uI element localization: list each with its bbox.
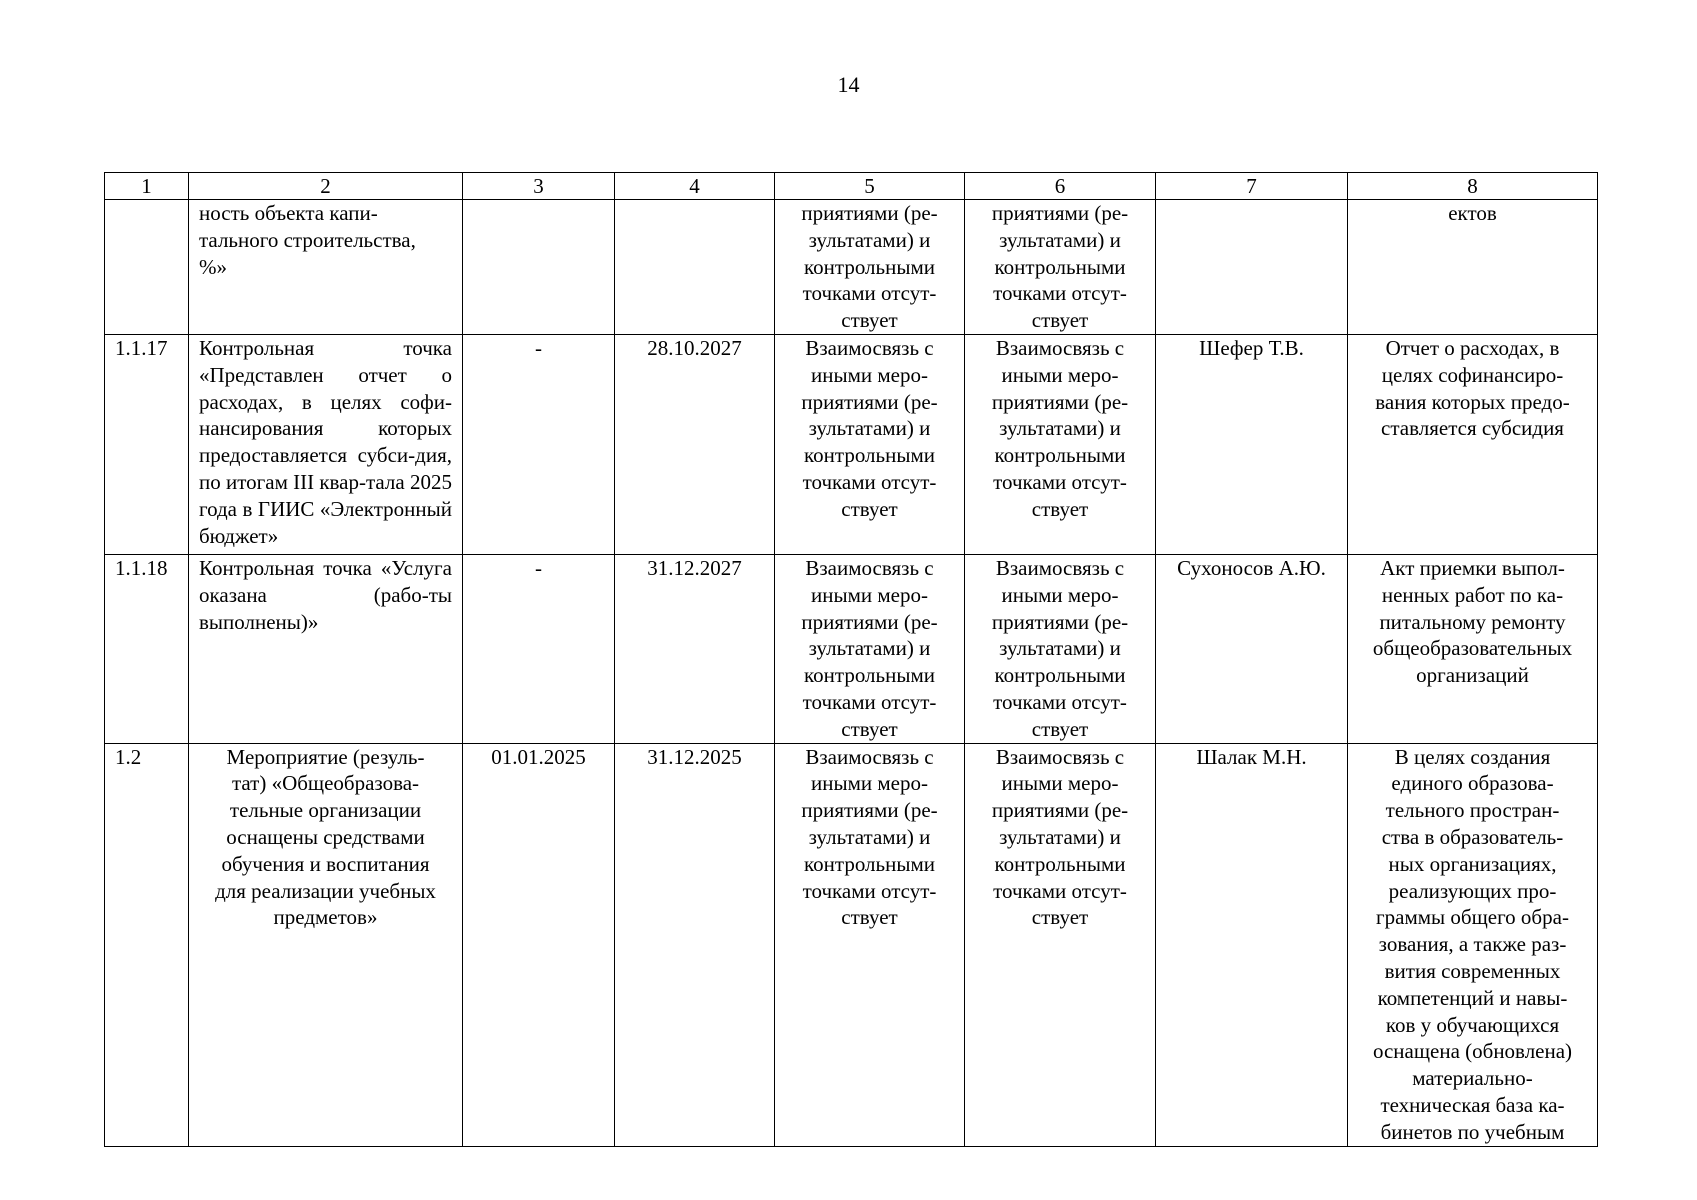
column-header-3: 3 [463, 173, 615, 200]
responsible-person [1156, 200, 1348, 335]
end-date: 31.12.2025 [615, 743, 775, 1146]
event-name: Контрольная точка «Представлен отчет о расходах, в целях софи-нансирования которых предоставляется субси-дия, по итогам III квар-тала 2025 года в ГИИС «Электронный бюджет» [189, 335, 463, 555]
row-number: 1.2 [105, 743, 189, 1146]
start-date: 01.01.2025 [463, 743, 615, 1146]
header-row [105, 173, 1598, 200]
end-date: 31.12.2027 [615, 555, 775, 744]
result-document: Акт приемки выпол- ненных работ по ка- питальному ремонту общеобразовательных организаций [1348, 555, 1598, 744]
column-header-1: 1 [105, 173, 189, 200]
page-number: 14 [837, 72, 860, 97]
link-previous: Взаимосвязь с иными меро- приятиями (ре- зультатами) и контрольными точками отсут- ствует [775, 555, 965, 744]
table-row [105, 743, 1598, 1146]
column-header-5: 5 [775, 173, 965, 200]
table-row [105, 200, 1598, 335]
responsible-person: Шалак М.Н. [1156, 743, 1348, 1146]
link-next: приятиями (ре- зультатами) и контрольными точками отсут- ствует [965, 200, 1156, 335]
link-previous: Взаимосвязь с иными меро- приятиями (ре- зультатами) и контрольными точками отсут- ствует [775, 743, 965, 1146]
column-header-4: 4 [615, 173, 775, 200]
link-next: Взаимосвязь с иными меро- приятиями (ре- зультатами) и контрольными точками отсут- ствует [965, 335, 1156, 555]
result-document: В целях создания единого образова- тельного простран- ства в образователь- ных организациях, реализующих про- граммы общего обра- зования, а также раз- вития современных компетенций и навы- ков у обучающихся оснащена (обновлена) материально- техническая база ка- бинетов по учебным [1348, 743, 1598, 1146]
end-date [615, 200, 775, 335]
row-number: 1.1.17 [105, 335, 189, 555]
plan-table [104, 172, 1598, 1147]
row-number [105, 200, 189, 335]
responsible-person: Шефер Т.В. [1156, 335, 1348, 555]
result-document: ектов [1348, 200, 1598, 335]
table-row [105, 555, 1598, 744]
link-next: Взаимосвязь с иными меро- приятиями (ре- зультатами) и контрольными точками отсут- ствует [965, 743, 1156, 1146]
end-date: 28.10.2027 [615, 335, 775, 555]
link-previous: Взаимосвязь с иными меро- приятиями (ре- зультатами) и контрольными точками отсут- ствует [775, 335, 965, 555]
column-header-7: 7 [1156, 173, 1348, 200]
table-row [105, 335, 1598, 555]
start-date: - [463, 335, 615, 555]
event-name: Контрольная точка «Услуга оказана (рабо-ты выполнены)» [189, 555, 463, 744]
column-header-2: 2 [189, 173, 463, 200]
row-number: 1.1.18 [105, 555, 189, 744]
responsible-person: Сухоносов А.Ю. [1156, 555, 1348, 744]
start-date [463, 200, 615, 335]
link-next: Взаимосвязь с иными меро- приятиями (ре- зультатами) и контрольными точками отсут- ствует [965, 555, 1156, 744]
start-date: - [463, 555, 615, 744]
event-name: Мероприятие (резуль- тат) «Общеобразова- тельные организации оснащены средствами обучения и воспитания для реализации учебных предметов» [189, 743, 463, 1146]
result-document: Отчет о расходах, в целях софинансиро- вания которых предо- ставляется субсидия [1348, 335, 1598, 555]
column-header-6: 6 [965, 173, 1156, 200]
column-header-8: 8 [1348, 173, 1598, 200]
link-previous: приятиями (ре- зультатами) и контрольными точками отсут- ствует [775, 200, 965, 335]
event-name: ность объекта капи- тального строительства, %» [189, 200, 463, 335]
